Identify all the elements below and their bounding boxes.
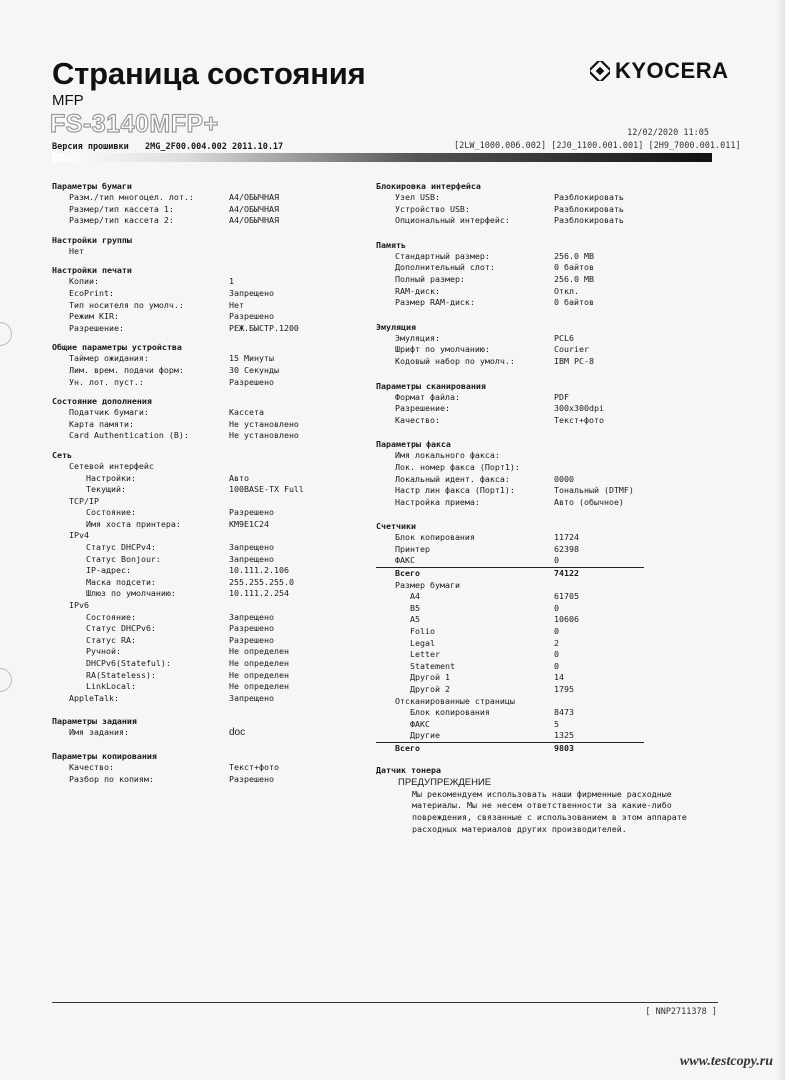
right-column: [376, 180, 721, 836]
firmware-extra: [2LW_1000.006.002] [2J0_1100.001.001] [2H9_7000.001.011]: [454, 141, 741, 151]
list-item: Локальный идент. факса: 0000: [395, 473, 574, 484]
table-row: Letter 0: [410, 649, 559, 660]
subsection-title: IPv4: [69, 530, 89, 541]
section-title: Параметры копирования: [52, 750, 157, 761]
options-section: [52, 395, 372, 442]
list-item: RAM-диск: Откл.: [395, 285, 579, 296]
section-title: Параметры бумаги: [52, 181, 132, 191]
table-row: ФАКС 0: [376, 555, 644, 568]
page-subtitle: MFP: [52, 92, 84, 109]
table-row: Блок копирования 8473: [410, 707, 574, 718]
subsection-title: TCP/IP: [69, 495, 99, 506]
left-column: [52, 180, 372, 785]
subsection-title: Размер бумаги: [395, 579, 460, 590]
list-item: Качество: Текст+фото: [69, 761, 279, 772]
list-item: Узел USB: Разблокировать: [395, 192, 624, 202]
memory-section: [376, 239, 721, 309]
model-name: FS-3140MFP+: [50, 110, 219, 138]
list-item: Card Authentication (B): Не установлено: [69, 430, 299, 441]
page-edge: [775, 0, 785, 1080]
print-date: 12/02/2020 11:05: [627, 128, 709, 138]
section-title: Параметры факса: [376, 439, 451, 450]
total-row: Всего 9803: [395, 742, 574, 753]
page-title: Страница состояния: [52, 56, 366, 91]
section-title: Эмуляция: [376, 321, 416, 332]
scan-section: [376, 380, 721, 427]
list-item: Таймер ожидания: 15 Минуты: [69, 353, 274, 364]
section-title: Память: [376, 239, 406, 250]
list-item: Статус RA: Разрешено: [86, 634, 274, 645]
subsection-title: Отсканированные страницы: [395, 695, 515, 706]
section-title: Счетчики: [376, 521, 416, 532]
list-item: Разм./тип многоцел. лот.: A4/ОБЫЧНАЯ: [69, 192, 279, 202]
table-row: Legal 2: [410, 637, 559, 648]
print-section: [52, 264, 372, 334]
list-item: Нет: [69, 245, 84, 256]
list-item: Качество: Текст+фото: [395, 414, 604, 425]
list-item: Настройки: Авто: [86, 472, 249, 483]
table-row: Statement 0: [410, 660, 559, 671]
list-item: Устройство USB: Разблокировать: [395, 203, 624, 214]
list-item: EcoPrint: Запрещено: [69, 287, 274, 298]
list-item: Размер/тип кассета 1: A4/ОБЫЧНАЯ: [69, 203, 279, 214]
emulation-section: [376, 321, 721, 368]
punch-hole: [0, 668, 12, 692]
list-item: Разрешение: 300x300dpi: [395, 403, 604, 414]
list-item: Опциональный интерфейс: Разблокировать: [395, 215, 624, 226]
warning-text: Мы рекомендуем использовать наши фирменные расходные материалы. Мы не несем ответственности за какие-либо повреждения, связанные с использованием в этом аппарате расходных материалов других производителей.: [412, 788, 687, 834]
total-row: Всего 74122: [395, 568, 579, 579]
section-title: Общие параметры устройства: [52, 342, 182, 353]
list-item: Кодовый набор по умолч.: IBM PC-8: [395, 355, 594, 366]
list-item: DHCPv6(Stateful): Не определен: [86, 658, 289, 668]
list-item: Ун. лот. пуст.: Разрешено: [69, 376, 274, 387]
list-item: Статус Bonjour: Запрещено: [86, 553, 274, 564]
kyocera-logo-icon: [590, 61, 610, 81]
watermark: www.testcopy.ru: [679, 1054, 773, 1069]
list-item: Имя локального факса:: [395, 450, 500, 461]
table-row: B5 0: [410, 602, 559, 613]
list-item: Лим. врем. подачи форм: 30 Секунды: [69, 364, 279, 375]
list-item: Режим KIR: Разрешено: [69, 311, 274, 322]
header-band: [52, 153, 712, 162]
list-item: Стандартный размер: 256.0 MB: [395, 250, 594, 261]
counters-section: [376, 520, 721, 754]
list-item: Шлюз по умолчанию: 10.111.2.254: [86, 588, 289, 599]
list-item: Текущий: 100BASE-TX Full: [86, 484, 304, 495]
section-title: Параметры задания: [52, 716, 137, 727]
counters-table: [376, 532, 644, 754]
paper-section: [52, 180, 372, 227]
section-title: Датчик тонера: [376, 764, 441, 775]
section-title: Сеть: [52, 449, 72, 460]
list-item: AppleTalk: Запрещено: [69, 692, 274, 703]
list-item: Карта памяти: Не установлено: [69, 418, 299, 429]
section-title: Блокировка интерфейса: [376, 181, 481, 191]
list-item: Полный размер: 256.0 MB: [395, 273, 594, 284]
list-item: Дополнительный слот: 0 байтов: [395, 262, 594, 273]
list-item: Копии: 1: [69, 276, 234, 287]
list-item: Размер RAM-диск: 0 байтов: [395, 297, 594, 308]
firmware-value: 2MG_2F00.004.002 2011.10.17: [145, 142, 284, 152]
list-item: Размер/тип кассета 2: A4/ОБЫЧНАЯ: [69, 215, 279, 226]
list-item: Разбор по копиям: Разрешено: [69, 773, 274, 784]
punch-hole: [0, 322, 12, 346]
table-row: Блок копирования 11724: [395, 532, 579, 543]
list-item: Настр лин факса (Порт1): Тональный (DTMF): [395, 485, 634, 496]
list-item: RA(Stateless): Не определен: [86, 669, 289, 680]
list-item: Статус DHCPv6: Разрешено: [86, 623, 274, 634]
device-section: [52, 341, 372, 388]
list-item: Состояние: Запрещено: [86, 611, 274, 622]
list-item: Тип носителя по умолч.: Нет: [69, 299, 244, 310]
list-item: Лок. номер факса (Порт1):: [395, 461, 520, 472]
table-row: Принтер 62398: [395, 543, 579, 554]
section-title: Состояние дополнения: [52, 396, 152, 407]
toner-section: [376, 764, 721, 836]
lock-section: [376, 180, 721, 227]
list-item: IP-адрес: 10.111.2.106: [86, 565, 289, 576]
group-section: [52, 234, 372, 258]
brand-name: KYOCERA: [615, 58, 729, 83]
firmware-label: Версия прошивки: [52, 142, 129, 152]
subsection-title: IPv6: [69, 600, 89, 611]
list-item: Состояние: Разрешено: [86, 507, 274, 518]
table-row: Другой 2 1795: [410, 684, 574, 694]
list-item: Ручной: Не определен: [86, 646, 289, 657]
warning-title: ПРЕДУПРЕЖДЕНИЕ: [398, 776, 492, 788]
subsection-title: Сетевой интерфейс: [69, 460, 154, 471]
list-item: Податчик бумаги: Кассета: [69, 407, 264, 418]
list-item: Имя задания: doc: [69, 727, 246, 739]
brand-logo: [590, 58, 729, 84]
job-section: [52, 715, 372, 739]
network-section: [52, 449, 372, 704]
footer-divider: [52, 1002, 718, 1003]
section-title: Настройки группы: [52, 234, 132, 245]
list-item: Формат файла: PDF: [395, 391, 569, 402]
list-item: Шрифт по умолчанию: Courier: [395, 344, 589, 355]
list-item: Имя хоста принтера: KM9E1C24: [86, 518, 269, 529]
list-item: Настройка приема: Авто (обычное): [395, 496, 624, 507]
list-item: Эмуляция: PCL6: [395, 332, 574, 343]
table-row: ФАКС 5: [410, 718, 559, 729]
table-row: Другие 1325: [376, 730, 644, 743]
copy-section: [52, 750, 372, 785]
list-item: Статус DHCPv4: Запрещено: [86, 542, 274, 553]
fax-section: [376, 438, 721, 508]
table-row: A5 10606: [410, 614, 579, 625]
document-code: [ NNP2711378 ]: [645, 1007, 717, 1017]
table-row: Folio 0: [410, 626, 559, 637]
list-item: Маска подсети: 255.255.255.0: [86, 576, 294, 587]
list-item: Разрешение: РЕЖ.БЫСТР.1200: [69, 322, 299, 333]
list-item: LinkLocal: Не определен: [86, 681, 289, 692]
section-title: Параметры сканирования: [376, 380, 486, 391]
table-row: Другой 1 14: [410, 672, 564, 683]
table-row: A4 61705: [410, 591, 579, 602]
section-title: Настройки печати: [52, 265, 132, 276]
